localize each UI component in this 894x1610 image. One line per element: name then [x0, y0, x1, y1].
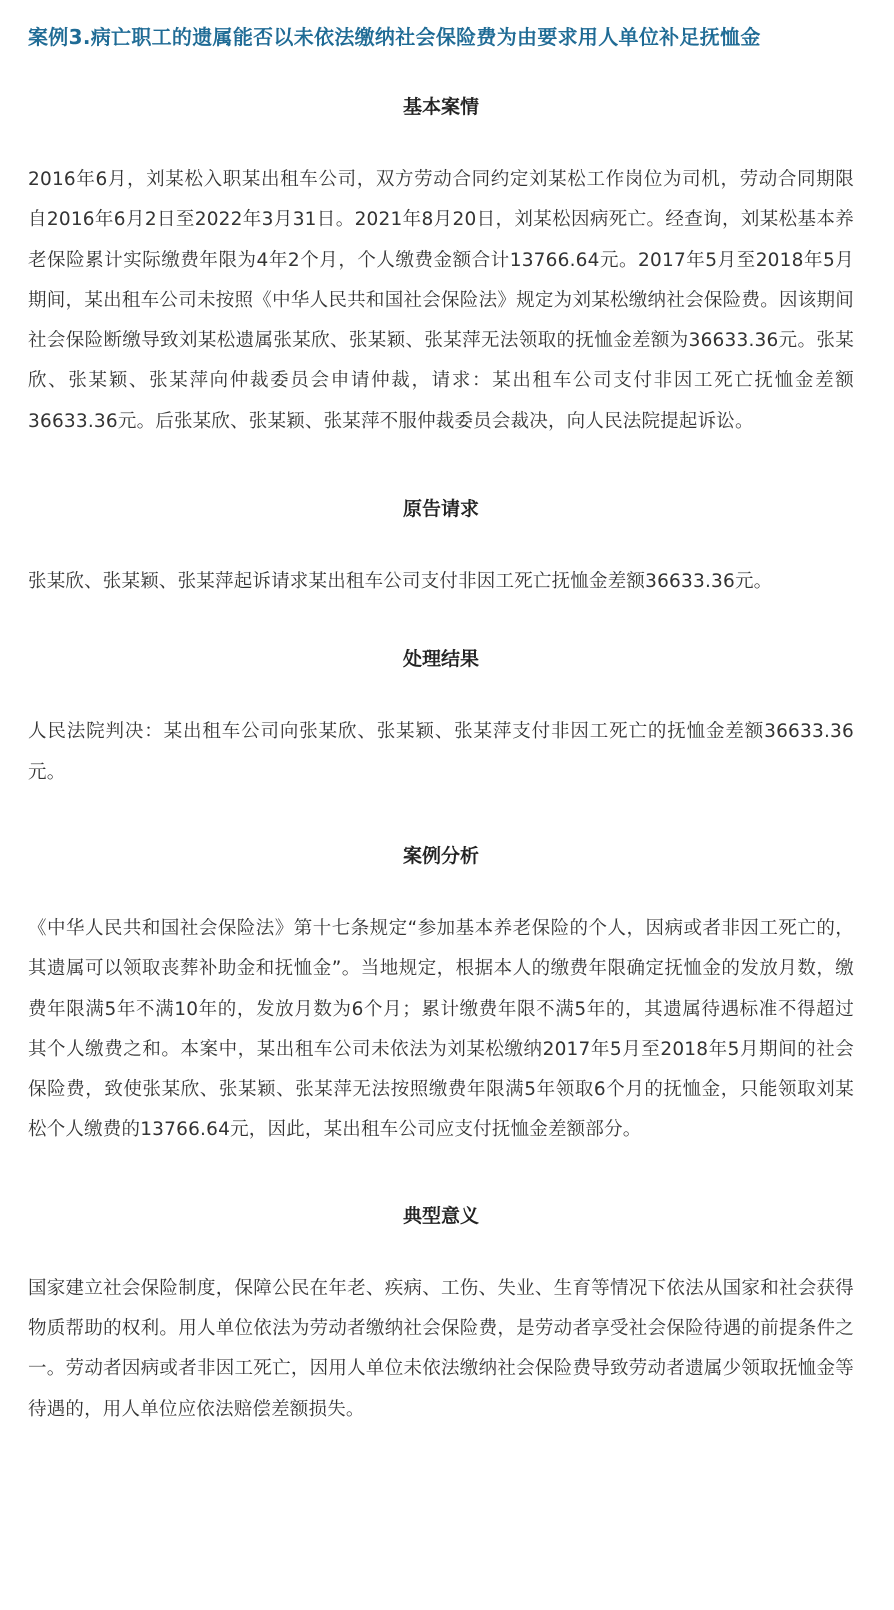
section-heading-significance: 典型意义 — [402, 1204, 479, 1227]
section-text-analysis: 《中华人民共和国社会保险法》第十七条规定“参加基本养老保险的个人，因病或者非因工死亡的，其遗属可以领取丧葬补助金和抚恤金”。当地规定，根据本人的缴费年限确定抚恤金的发放月数，缴费年限满5年不满10年的，发放月数为6个月；累计缴费年限不满5年的，其遗属待遇标准不得超过其个人缴费之和。本案中，某出租车公司未依法为刘某松缴纳2017年5月至2018年5月期间的社会保险费，致使张某欣、张某颖、张某萍无法按照缴费年限满5年领取6个月的抚恤金，只能领取刘某松个人缴费的13766.64元，因此，某出租车公司应支付抚恤金差额部分。 — [28, 917, 854, 1141]
section-text-basic-facts: 2016年6月，刘某松入职某出租车公司，双方劳动合同约定刘某松工作岗位为司机，劳动合同期限自2016年6月2日至2022年3月31日。2021年8月20日，刘某松因病死亡。经查询，刘某松基本养老保险累计实际缴费年限为4年2个月，个人缴费金额合计13766.64元。2017年5月至2018年5月期间，某出租车公司未按照《中华人民共和国社会保险法》规定为刘某松缴纳社会保险费。因该期间社会保险断缴导致刘某松遗属张某欣、张某颖、张某萍无法领取的抚恤金差额为36633.36元。张某欣、张某颖、张某萍向仲裁委员会申请仲裁，请求：某出租车公司支付非因工死亡抚恤金差额36633.36元。后张某欣、张某颖、张某萍不服仲裁委员会裁决，向人民法院提起诉讼。 — [28, 169, 854, 432]
article — [28, 18, 854, 1430]
section-heading-result: 处理结果 — [402, 648, 479, 671]
section-heading-basic-facts: 基本案情 — [402, 96, 479, 118]
section-text-plaintiff-claim: 张某欣、张某颖、张某萍起诉请求某出租车公司支付非因工死亡抚恤金差额36633.36元。 — [28, 571, 773, 593]
case-title: 案例3.病亡职工的遗属能否以未依法缴纳社会保险费为由要求用人单位补足抚恤金 — [28, 25, 761, 49]
section-text-significance: 国家建立社会保险制度，保障公民在年老、疾病、工伤、失业、生育等情况下依法从国家和社会获得物质帮助的权利。用人单位依法为劳动者缴纳社会保险费，是劳动者享受社会保险待遇的前提条件之一。劳动者因病或者非因工死亡，因用人单位未依法缴纳社会保险费导致劳动者遗属少领取抚恤金等待遇的，用人单位应依法赔偿差额损失。 — [28, 1277, 854, 1420]
section-heading-plaintiff-claim: 原告请求 — [402, 498, 479, 521]
section-heading-analysis: 案例分析 — [402, 844, 479, 867]
section-text-result: 人民法院判决：某出租车公司向张某欣、张某颖、张某萍支付非因工死亡的抚恤金差额36633.36元。 — [28, 721, 854, 783]
